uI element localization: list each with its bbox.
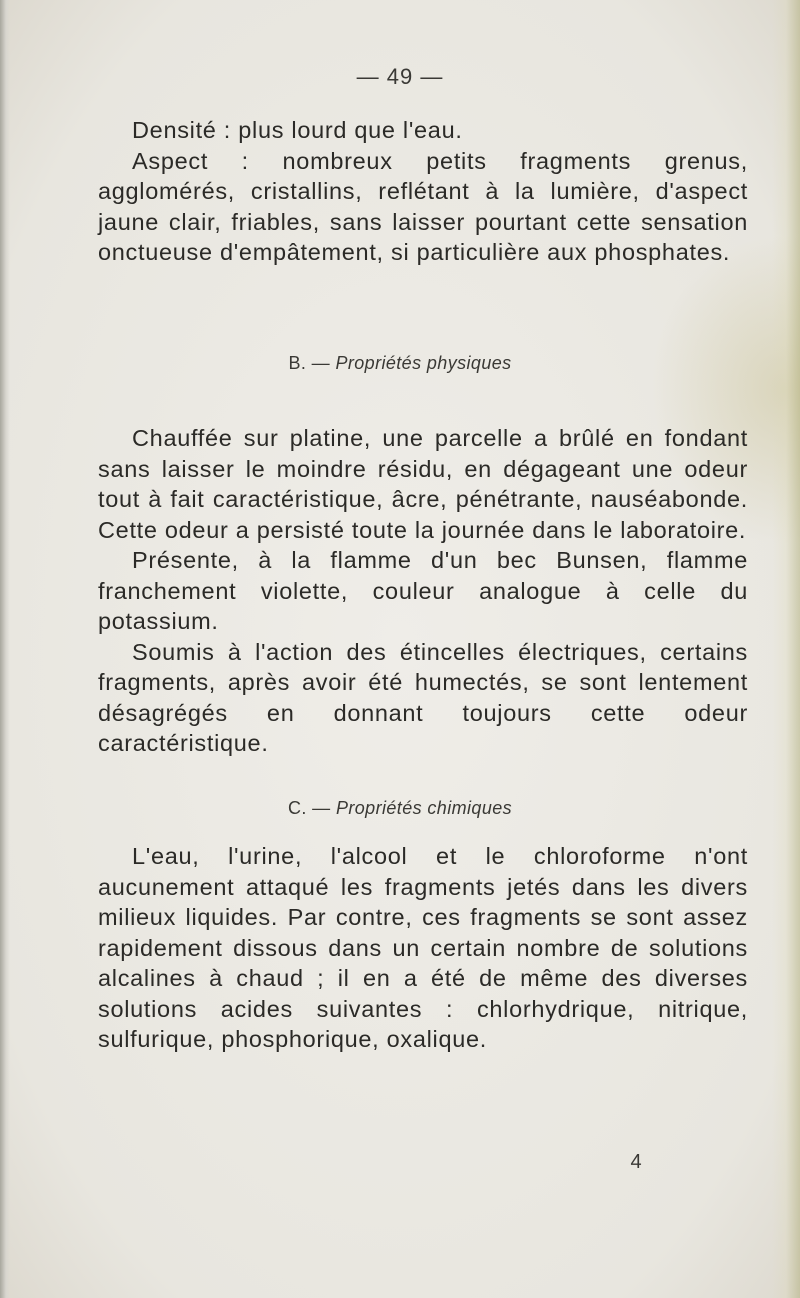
page-number: — 49 — xyxy=(356,64,444,89)
section-c-label: C. — xyxy=(287,798,331,818)
page-stain xyxy=(772,0,800,1298)
physical-properties-text-block xyxy=(98,423,748,759)
section-c-title: Propriétés chimiques xyxy=(335,798,513,818)
section-b-label: B. — xyxy=(288,353,331,373)
paragraph-flame: Présente, à la flamme d'un bec Bunsen, flamme franchement violette, couleur analogue à celle du potassium. xyxy=(98,547,748,634)
intro-text-block xyxy=(98,115,748,268)
section-heading-physical-properties xyxy=(150,353,650,374)
page-binding-shadow xyxy=(0,0,10,1298)
paragraph-aspect: Aspect : nombreux petits fragments grenus, agglomérés, cristallins, reflétant à la lumière, d'aspect jaune clair, friables, sans laisser pourtant cette sensation onctueuse d'empâtement, si particulière aux phosphates. xyxy=(98,147,748,265)
section-heading-chemical-properties xyxy=(150,798,650,819)
paragraph-density: Densité : plus lourd que l'eau. xyxy=(132,117,463,143)
chemical-properties-text-block xyxy=(98,841,748,1055)
paragraph-heating: Chauffée sur platine, une parcelle a brûlé en fondant sans laisser le moindre résidu, en dégageant une odeur tout à fait caractéristique, âcre, pénétrante, nauséabonde. Cette odeur a persisté toute la journée dans le laboratoire. xyxy=(98,425,748,543)
paragraph-sparks: Soumis à l'action des étincelles électriques, certains fragments, après avoir été humectés, se sont lentement désagrégés en donnant toujours cette odeur caractéristique. xyxy=(98,638,748,756)
paragraph-solvents: L'eau, l'urine, l'alcool et le chloroforme n'ont aucunement attaqué les fragments jetés dans les divers milieux liquides. Par contre, ces fragments se sont assez rapidement dissous dans un certain nombre de solutions alcalines à chaud ; il en a été de même des diverses solutions acides suivantes : chlorhydrique, nitrique, sulfurique, phosphorique, oxalique. xyxy=(98,843,748,1052)
section-b-title: Propriétés physiques xyxy=(335,353,512,373)
signature-mark: 4 xyxy=(630,1151,642,1173)
